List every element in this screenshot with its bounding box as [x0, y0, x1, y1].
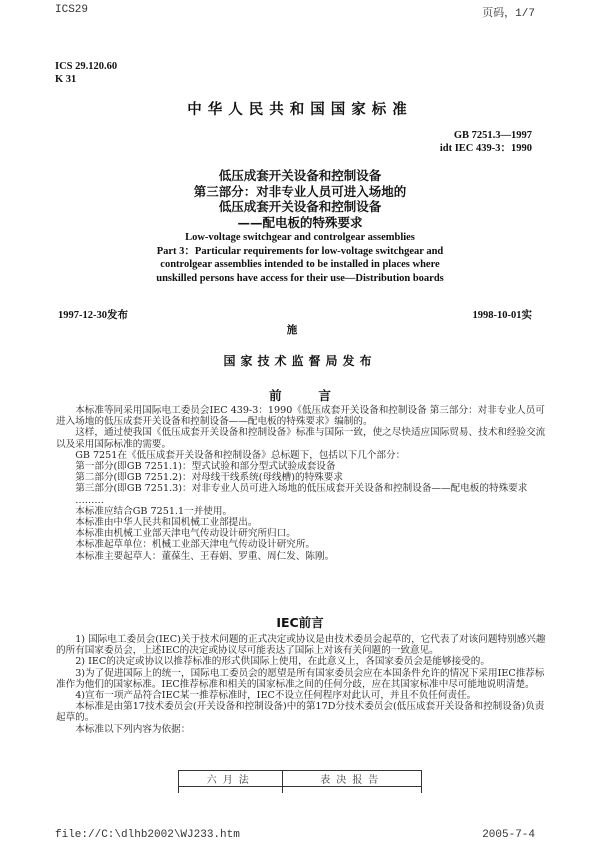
print-footer-file-path: file://C:\dlhb2002\WJ233.htm [55, 829, 240, 841]
foreword-paragraph: 本标准主要起草人：董葆生、王春娟、罗重、周仁发、陈刚。 [75, 550, 335, 562]
english-title-line: unskilled persons have access for their use—Distribution boards [156, 272, 444, 284]
implementation-date-wrap: 施 [286, 325, 298, 336]
iec-foreword-paragraph: 3)为了促进国际上的统一，国际电工委员会的愿望是所有国家委员会应在本国条件允许的情况下采用IEC推荐标准作为他们的国家标准。IEC推荐标准和相关的国家标准之间的任何分歧，应在其国家标准中尽可能地说明清楚。 [56, 667, 545, 690]
implementation-date: 1998-10-01实 [472, 310, 532, 321]
iec-foreword-paragraph: 2) IEC的决定或协议以推荐标准的形式供国际上使用，在此意义上，各国家委员会是能够接受的。 [75, 656, 490, 668]
issue-date: 1997-12-30发布 [58, 310, 128, 321]
foreword-paragraph: 第二部分(即GB 7251.2)：对母线干线系统(母线槽)的特殊要求 [75, 472, 343, 484]
foreword-paragraph: GB 7251在《低压成套开关设备和控制设备》总标题下，包括以下几个部分： [75, 449, 406, 461]
chinese-title-line: 低压成套开关设备和控制设备 [218, 168, 382, 183]
basis-table [178, 770, 422, 793]
foreword-body [56, 405, 546, 562]
foreword-paragraph: 第三部分(即GB 7251.3)：对非专业人员可进入场地的低压成套开关设备和控制设备——配电板的特殊要求 [75, 483, 528, 495]
iec-foreword-paragraph: 1) 国际电工委员会(IEC)关于技术问题的正式决定或协议是由技术委员会起草的，它代表了对该问题特别感兴趣的所有国家委员会，上述IEC的决定或协议尽可能表达了国际上对该有关问题的一致意见。 [56, 634, 546, 657]
foreword-paragraph: 本标准起草单位：机械工业部天津电气传动设计研究所。 [75, 539, 316, 551]
print-header-left: ICS29 [55, 4, 89, 16]
chinese-title [0, 168, 600, 230]
chinese-title-line: 第三部分：对非专业人员可进入场地的 [193, 183, 407, 199]
english-title-line: controlgear assemblies intended to be installed in places where [160, 259, 440, 270]
table-row [179, 787, 422, 794]
national-standard-title: 中华人民共和国国家标准 [187, 102, 413, 118]
foreword-paragraph: 本标准由中华人民共和国机械工业部提出。 [75, 517, 258, 529]
gb-code: GB 7251.3—1997 [453, 130, 532, 141]
foreword-title: 前 言 [269, 388, 331, 403]
print-footer-date: 2005-7-4 [482, 829, 535, 841]
table-header-cell: 表决报告 [283, 771, 422, 787]
foreword-paragraph: 本标准应结合GB 7251.1一并使用。 [75, 505, 233, 517]
table-cell [179, 787, 283, 794]
iec-foreword-paragraph: 4)宣布一项产品符合IEC某一推荐标准时，IEC不设立任何程序对此认可，并且不负任何责任。 [75, 690, 477, 702]
english-title [0, 231, 600, 285]
english-title-line: Low-voltage switchgear and controlgear assemblies [185, 232, 415, 243]
foreword-paragraph: 本标准由机械工业部天津电气传动设计研究所归口。 [75, 528, 296, 540]
foreword-ellipsis: ……… [75, 494, 104, 506]
iec-foreword-paragraph: 本标准以下列内容为依据： [75, 723, 191, 735]
k-classification: K 31 [55, 74, 77, 85]
chinese-title-line: ——配电板的特殊要求 [237, 214, 363, 230]
foreword-paragraph: 本标准等同采用国际电工委员会IEC 439-3：1990《低压成套开关设备和控制设备 第三部分：对非专业人员可进入场地的低压成套开关设备和控制设备——配电板的特殊要求》编制的。 [56, 405, 545, 428]
ics-code: ICS 29.120.60 [55, 61, 118, 72]
iec-foreword-paragraph: 本标准是由第17技术委员会(开关设备和控制设备)中的第17D分技术委员会(低压成套开关设备和控制设备)负责起草的。 [56, 701, 545, 724]
table-header-row [179, 771, 422, 787]
foreword-paragraph: 这样，通过使我国《低压成套开关设备和控制设备》标准与国际一致，使之尽快适应国际贸易、技术和经验交流以及采用国际标准的需要。 [56, 427, 546, 450]
table-header-cell: 六月法 [179, 771, 283, 787]
iec-foreword-title: IEC前言 [276, 615, 324, 630]
english-title-line: Part 3：Particular requirements for low-voltage switchgear and [156, 245, 444, 257]
issuing-authority: 国家技术监督局发布 [223, 354, 377, 368]
foreword-paragraph: 第一部分(即GB 7251.1)：型式试验和部分型式试验成套设备 [75, 461, 336, 473]
print-header-page-number: 页码，1/7 [482, 8, 535, 20]
chinese-title-line: 低压成套开关设备和控制设备 [218, 199, 382, 214]
table-cell [283, 787, 422, 794]
iec-foreword-body [56, 634, 546, 735]
idt-code: idt IEC 439-3：1990 [439, 143, 532, 154]
